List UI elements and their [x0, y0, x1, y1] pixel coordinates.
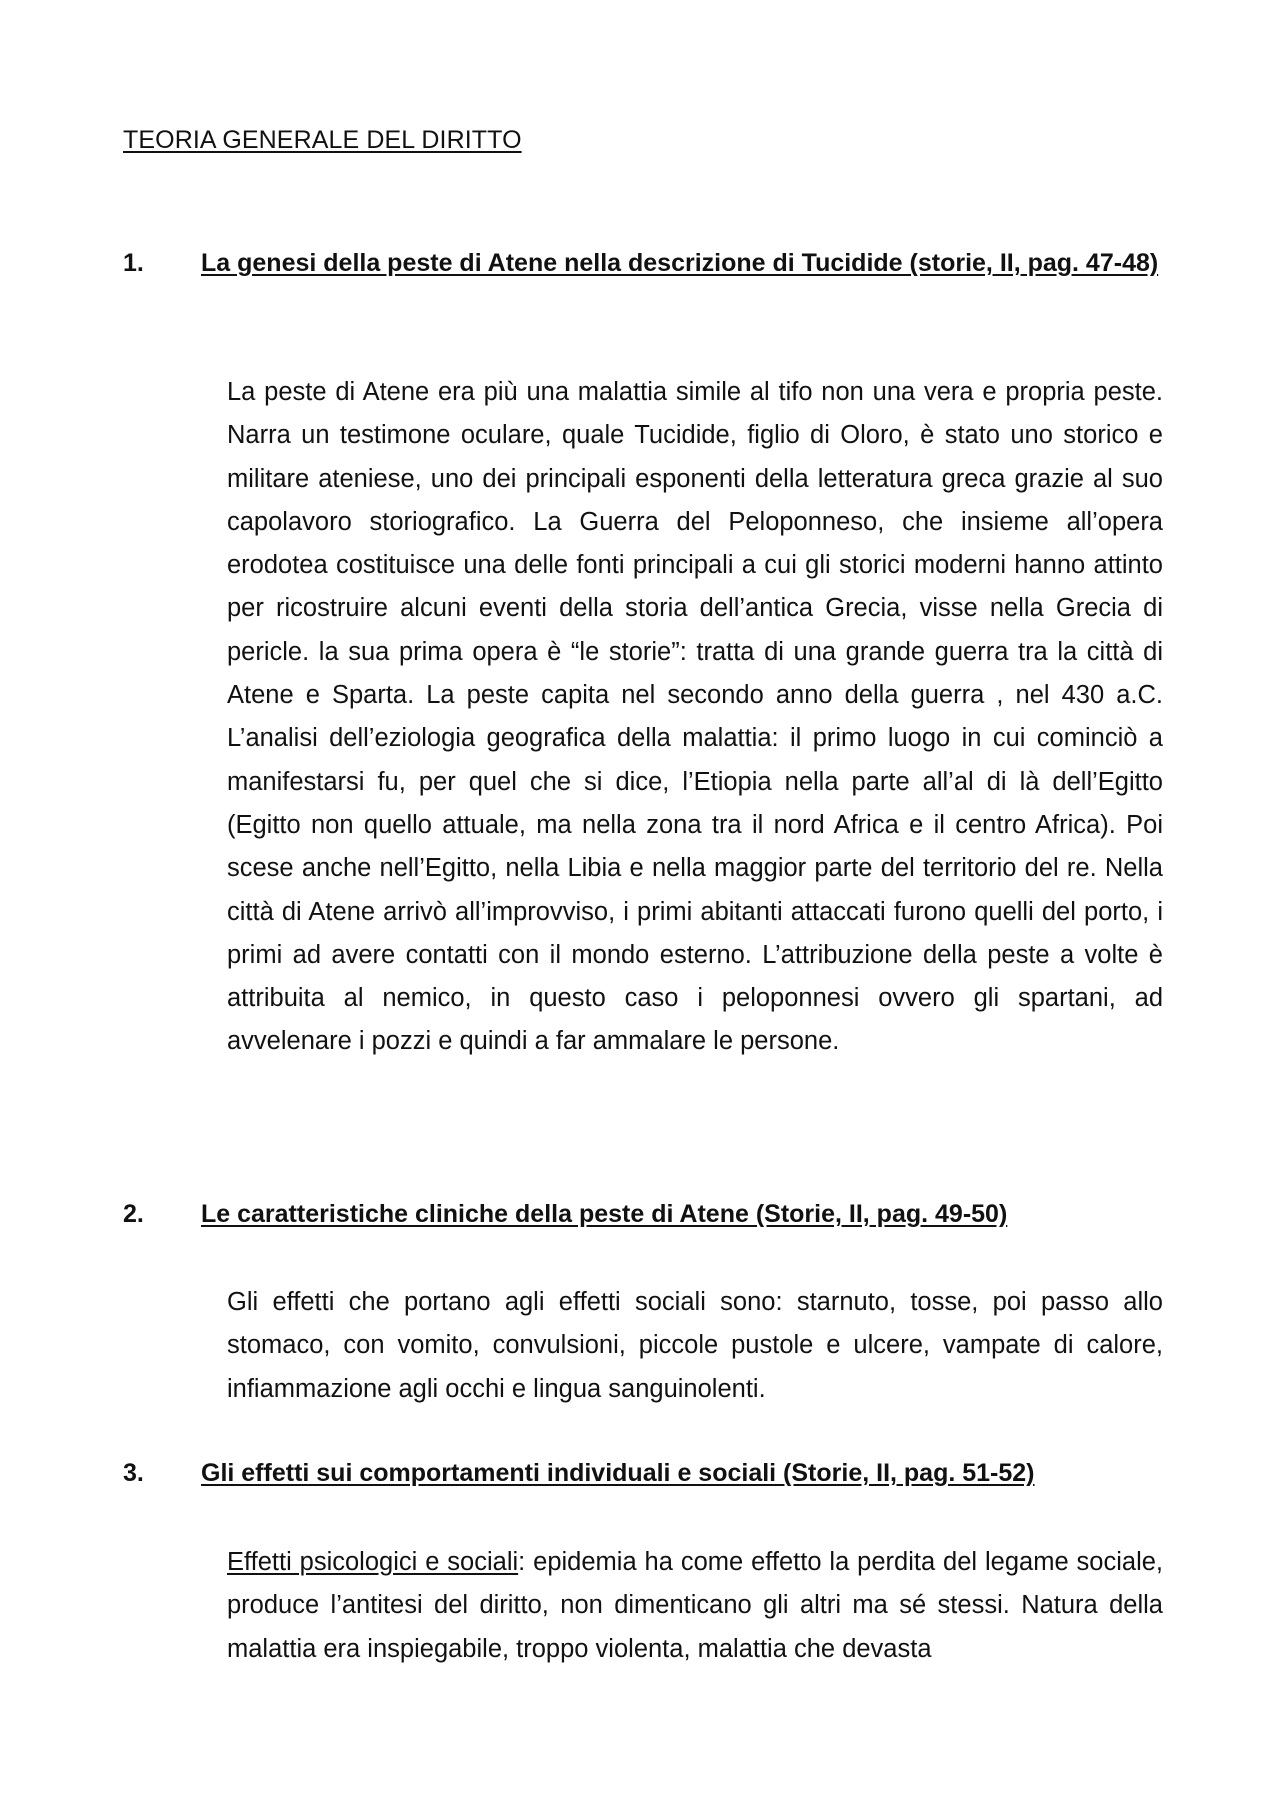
section-number: 3. — [123, 1459, 144, 1487]
section-heading-3 — [123, 1452, 1163, 1494]
section-title: Le caratteristiche cliniche della peste di Atene (Storie, II, pag. 49-50) — [201, 1200, 1008, 1228]
document-title: TEORIA GENERALE DEL DIRITTO — [123, 126, 522, 154]
section-paragraph-1: La peste di Atene era più una malattia simile al tifo non una vera e propria peste. Narra un testimone oculare, quale Tucidide, figlio di Oloro, è stato uno storico e militare ateniese, uno dei principali esponenti della letteratura greca grazie al suo capolavoro storiografico. La Guerra del Peloponneso, che insieme all’opera erodotea costituisce una delle fonti principali a cui gli storici moderni hanno attinto per ricostruire alcuni eventi della storia dell’antica Grecia, visse nella Grecia di pericle. la sua prima opera è “le storie”: tratta di una grande guerra tra la città di Atene e Sparta. La peste capita nel secondo anno della guerra , nel 430 a.C. L’analisi dell’eziologia geografica della malattia: il primo luogo in cui cominciò a manifestarsi fu, per quel che si dice, l’Etiopia nella parte all’al di là dell’Egitto (Egitto non quello attuale, ma nella zona tra il nord Africa e il centro Africa). Poi scese anche nell’Egitto, nella Libia e nella maggior parte del territorio del re. Nella città di Atene arrivò all’improvviso, i primi abitanti attaccati furono quelli del porto, i primi ad avere contatti con il mondo esterno. L’attribuzione della peste a volte è attribuita al nemico, in questo caso i peloponnesi ovvero gli spartani, ad avvelenare i pozzi e quindi a far ammalare le persone. — [227, 378, 1163, 1056]
section-paragraph-2: Gli effetti che portano agli effetti sociali sono: starnuto, tosse, poi passo allo stomaco, con vomito, convulsioni, piccole pustole e ulcere, vampate di calore, infiammazione agli occhi e lingua sanguinolenti. — [227, 1288, 1163, 1403]
paragraph-text: : epidemia ha come effetto la perdita del legame sociale, produce l’antitesi del diritto, non dimenticano gli altri ma sé stessi. Natura della malattia era inspiegabile, troppo violenta, malattia che devasta — [227, 1548, 1163, 1663]
section-heading-1 — [123, 242, 1163, 284]
section-title: La genesi della peste di Atene nella descrizione di Tucidide (storie, II, pag. 47-48) — [201, 249, 1159, 277]
section-number: 2. — [123, 1200, 144, 1228]
section-number: 1. — [123, 249, 144, 277]
section-paragraph-3 — [227, 1541, 1163, 1671]
section-title: Gli effetti sui comportamenti individuali e sociali (Storie, II, pag. 51-52) — [201, 1459, 1035, 1487]
underlined-lead-phrase: Effetti psicologici e sociali — [227, 1548, 519, 1576]
section-heading-2 — [123, 1193, 1163, 1235]
